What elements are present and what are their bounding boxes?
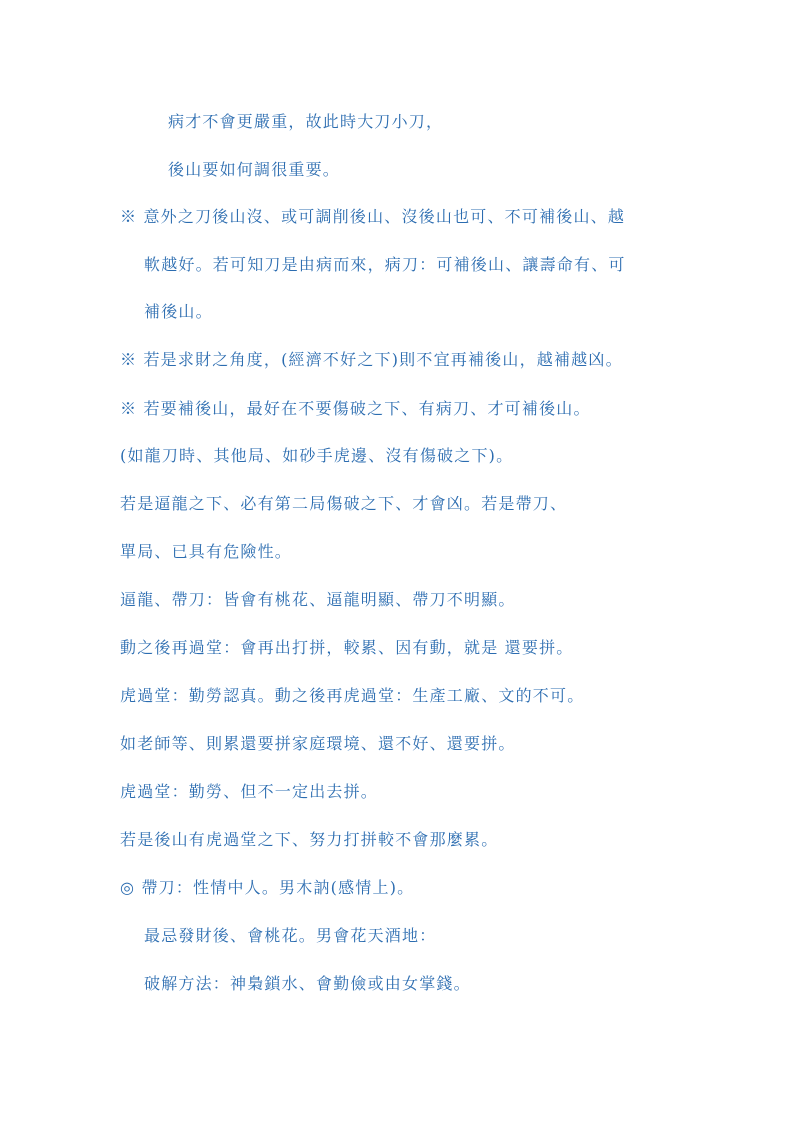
text-line: 若是逼龍之下、必有第二局傷破之下、才會凶。若是帶刀、	[120, 494, 568, 513]
text-line: 病才不會更嚴重，故此時大刀小刀，	[168, 112, 444, 131]
text-line: 後山要如何調很重要。	[168, 160, 341, 179]
text-line: (如龍刀時、其他局、如砂手虎邊、沒有傷破之下)。	[120, 446, 514, 465]
text-line: 最忌發財後、會桃花。男會花天酒地：	[144, 926, 437, 945]
text-line: 軟越好。若可知刀是由病而來，病刀：可補後山、讓壽命有、可	[144, 255, 626, 274]
text-line: ※ 若是求財之角度，(經濟不好之下)則不宜再補後山，越補越凶。	[120, 350, 623, 369]
text-line: 補後山。	[144, 302, 213, 321]
text-line: 破解方法：神梟鎖水、會勤儉或由女掌錢。	[144, 974, 471, 993]
text-line: 若是後山有虎過堂之下、努力打拼較不會那麼累。	[120, 830, 499, 849]
text-line: 虎過堂：勤勞認真。動之後再虎過堂：生產工廠、文的不可。	[120, 686, 585, 705]
text-line: 動之後再過堂：會再出打拼，較累、因有動，就是 還要拼。	[120, 638, 574, 657]
text-line: 虎過堂：勤勞、但不一定出去拼。	[120, 782, 379, 801]
text-line: 逼龍、帶刀：皆會有桃花、逼龍明顯、帶刀不明顯。	[120, 590, 516, 609]
text-line: 如老師等、則累還要拼家庭環境、還不好、還要拼。	[120, 734, 516, 753]
text-line: 單局、已具有危險性。	[120, 542, 293, 561]
text-line: ※ 意外之刀後山沒、或可調削後山、沒後山也可、不可補後山、越	[120, 207, 626, 226]
text-line: ◎ 帶刀：性情中人。男木訥(感情上)。	[120, 878, 415, 897]
text-line: ※ 若要補後山，最好在不要傷破之下、有病刀、才可補後山。	[120, 399, 591, 418]
